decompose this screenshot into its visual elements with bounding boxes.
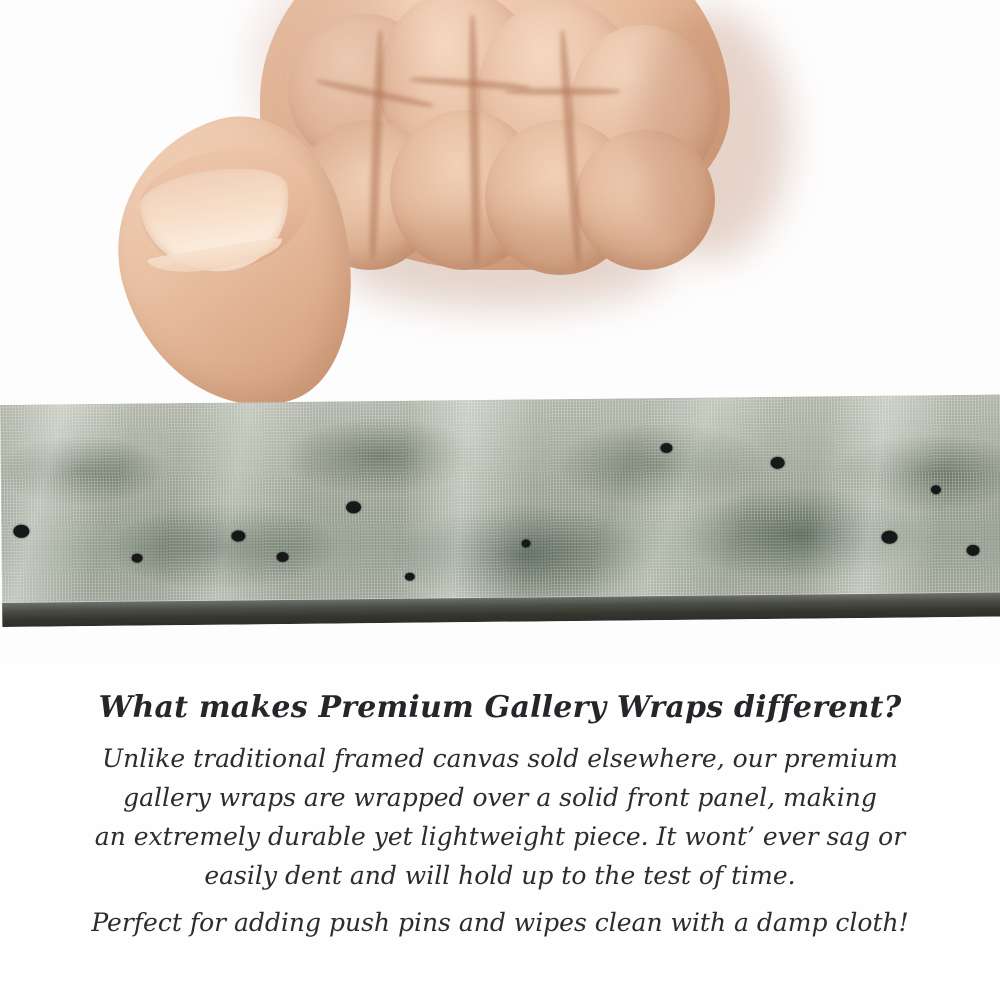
hand-shadow-bottom: [340, 220, 670, 310]
hand-illustration: [110, 0, 710, 440]
knuckle-crease-3: [505, 88, 620, 95]
copy-closing-line: Perfect for adding push pins and wipes clean with a damp cloth!: [91, 908, 909, 937]
canvas-spot: [771, 457, 785, 469]
gallery-wrap-canvas: [0, 395, 1000, 627]
canvas-spot: [132, 554, 143, 563]
canvas-spot: [277, 552, 289, 562]
canvas-spot: [346, 501, 361, 513]
hand-shadow-right: [630, 10, 790, 260]
canvas-spot: [231, 530, 245, 541]
copy-line-2: gallery wraps are wrapped over a solid front panel, making: [123, 783, 877, 812]
canvas-spot: [660, 443, 672, 453]
canvas-spot: [967, 545, 980, 556]
canvas-spot: [13, 525, 29, 538]
copy-line-4: easily dent and will hold up to the test of time.: [204, 861, 796, 890]
marketing-copy: [0, 690, 1000, 942]
canvas-spot: [521, 539, 530, 547]
canvas-spot: [931, 485, 941, 494]
copy-heading: What makes Premium Gallery Wraps different?: [98, 690, 902, 725]
copy-line-1: Unlike traditional framed canvas sold elsewhere, our premium: [102, 744, 898, 773]
canvas-spot: [405, 573, 415, 581]
canvas-spot: [881, 531, 897, 544]
copy-line-3: an extremely durable yet lightweight piece. It wont’ ever sag or: [94, 822, 906, 851]
